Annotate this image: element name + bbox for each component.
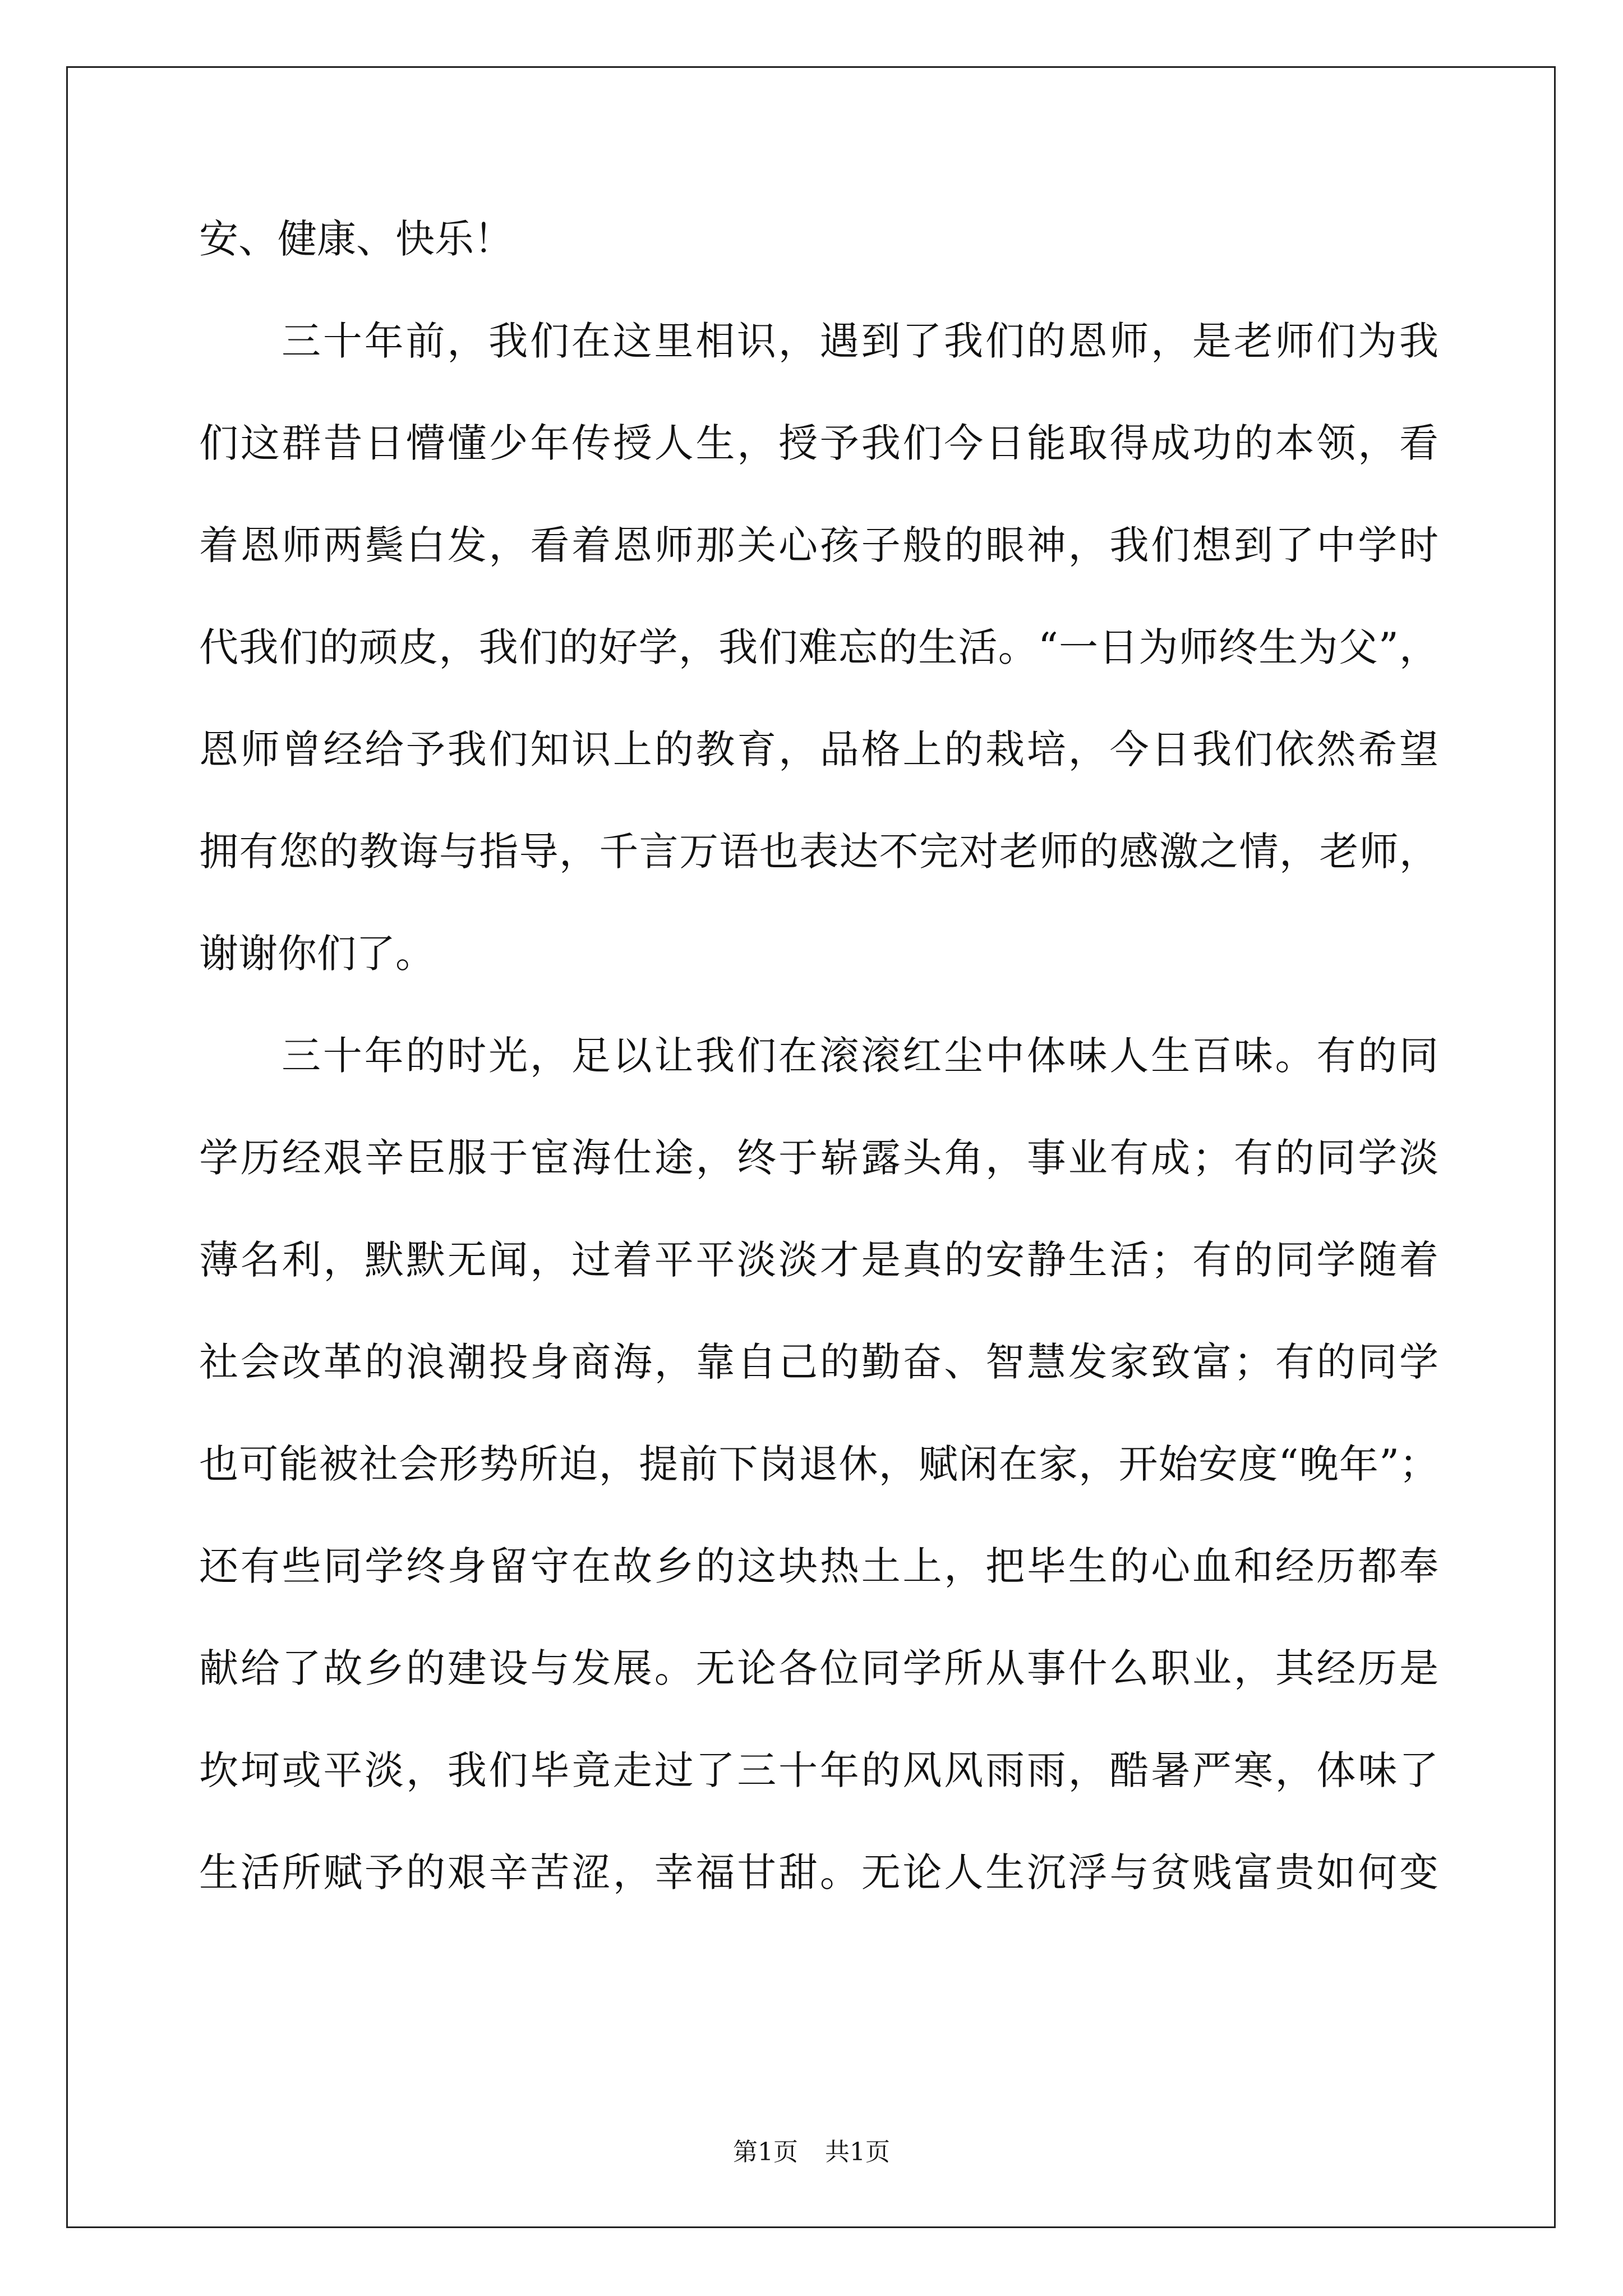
text-line: 献给了故乡的建设与发展。无论各位同学所从事什么职业，其经历是 xyxy=(199,1645,1438,1691)
text-line: 拥有您的教诲与指导，千言万语也表达不完对老师的感激之情，老师， xyxy=(199,829,1438,875)
text-line: 也可能被社会形势所迫，提前下岗退休，赋闲在家，开始安度“晚年”； xyxy=(199,1441,1438,1487)
text-line: 还有些同学终身留守在故乡的这块热土上，把毕生的心血和经历都奉 xyxy=(199,1543,1438,1589)
text-line: 谢谢你们了。 xyxy=(199,931,435,977)
text-line: 恩师曾经给予我们知识上的教育，品格上的栽培，今日我们依然希望 xyxy=(199,726,1438,772)
text-line: 社会改革的浪潮投身商海，靠自己的勤奋、智慧发家致富；有的同学 xyxy=(199,1339,1438,1385)
page-total: 共1页 xyxy=(825,2138,890,2166)
text-line: 着恩师两鬓白发，看着恩师那关心孩子般的眼神，我们想到了中学时 xyxy=(199,522,1438,568)
text-line: 学历经艰辛臣服于宦海仕途，终于崭露头角，事业有成；有的同学淡 xyxy=(199,1135,1438,1181)
paragraph-first-line: 三十年的时光，足以让我们在滚滚红尘中体味人生百味。有的同 xyxy=(282,1033,1438,1079)
page-number: 第1页 xyxy=(733,2138,798,2166)
document-body xyxy=(199,218,1438,1953)
text-line: 们这群昔日懵懂少年传授人生，授予我们今日能取得成功的本领，看 xyxy=(199,420,1438,466)
paragraph-first-line: 三十年前，我们在这里相识，遇到了我们的恩师，是老师们为我 xyxy=(282,318,1438,364)
text-line: 生活所赋予的艰辛苦涩，幸福甘甜。无论人生沉浮与贫贱富贵如何变 xyxy=(199,1849,1438,1895)
page-footer xyxy=(0,2138,1623,2166)
text-line: 坎坷或平淡，我们毕竟走过了三十年的风风雨雨，酷暑严寒，体味了 xyxy=(199,1747,1438,1793)
text-line: 安、健康、快乐！ xyxy=(199,216,513,262)
text-line: 代我们的顽皮，我们的好学，我们难忘的生活。“一日为师终生为父”， xyxy=(199,624,1438,670)
text-line: 薄名利，默默无闻，过着平平淡淡才是真的安静生活；有的同学随着 xyxy=(199,1237,1438,1283)
